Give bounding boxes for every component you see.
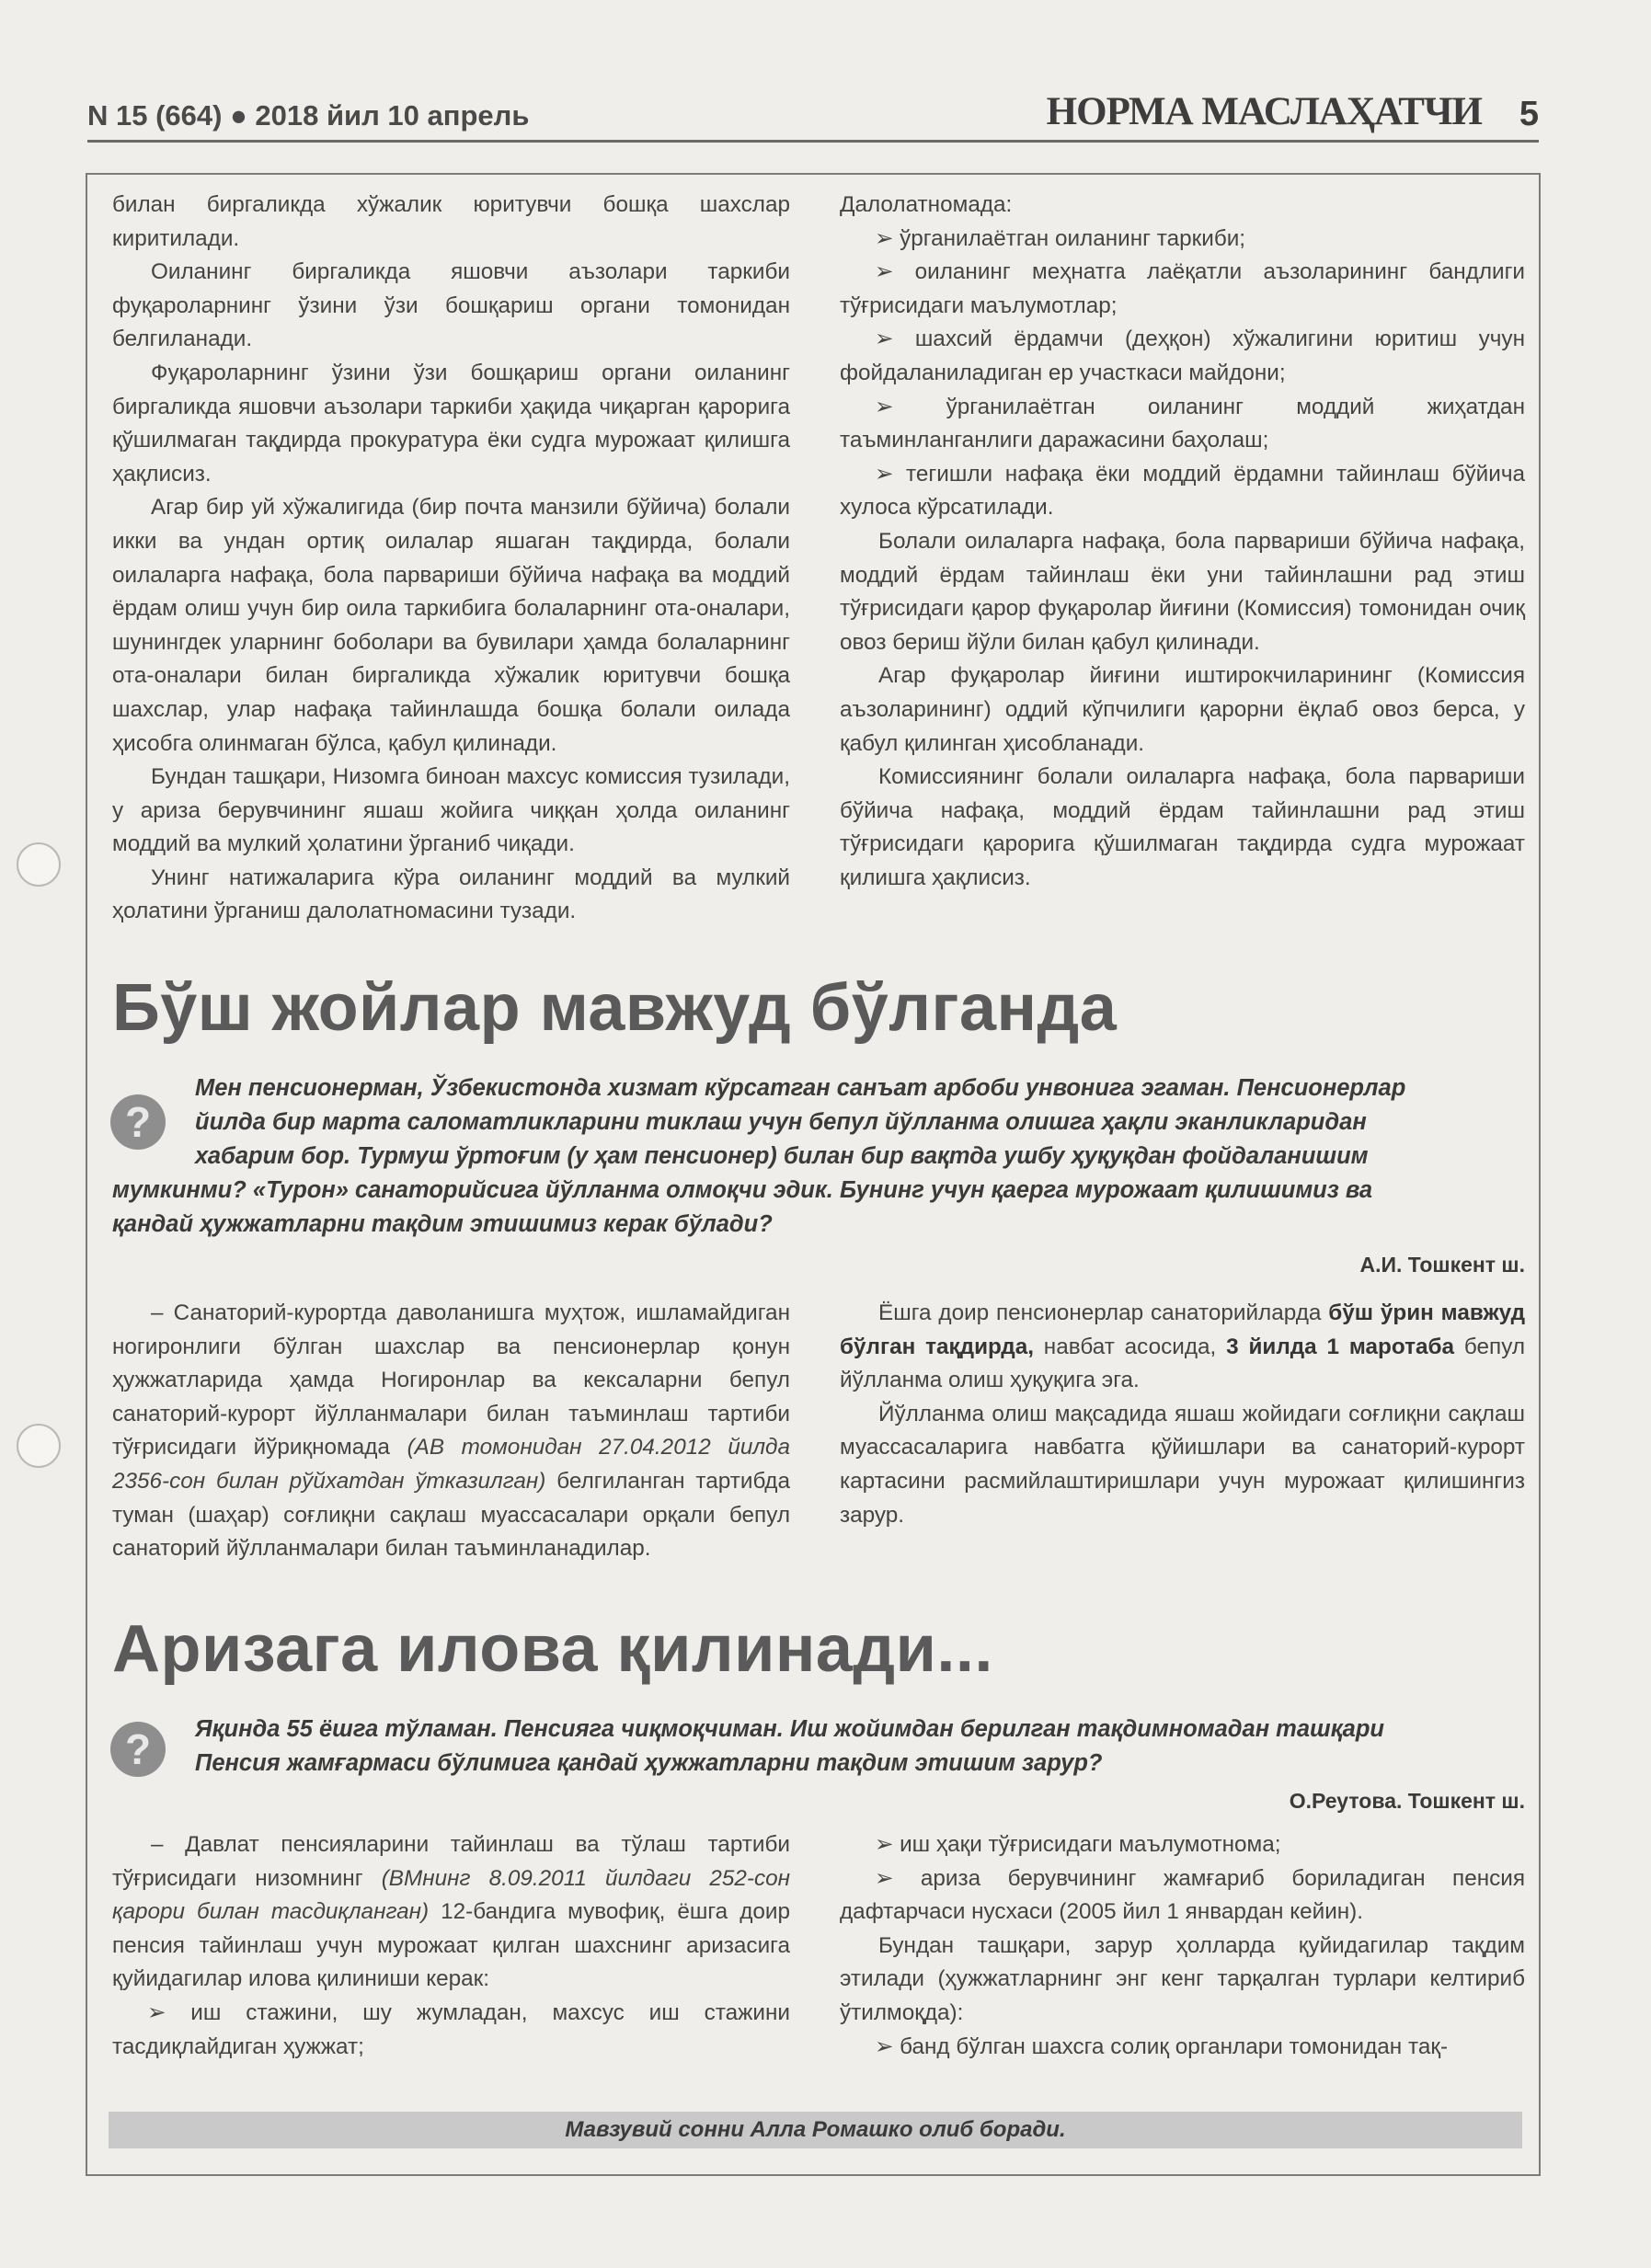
list-item: ➢ иш ҳақи тўғрисидаги маълумотнома; bbox=[875, 1832, 1281, 1857]
question-icon: ? bbox=[110, 1094, 166, 1150]
paragraph: – Давлат пенсияларини тайинлаш ва тўлаш тартиби тўғрисидаги низомнинг (ВМнинг 8.09.2011 йилдаги 252-сон қарори билан тасдиқланган) 12-бандига мувофиқ, ёшга доир пенсия тайинлаш учун мурожаат қилган шахснинг аризасига қуйидагилар илова қилиниши керак: bbox=[112, 1832, 791, 1992]
paragraph: Агар фуқаролар йиғини иштирокчиларининг (Комиссия аъзоларининг) оддий кўпчилиги қарорни ёқлаб овоз берса, у қабул қилинган ҳисобланади. bbox=[840, 663, 1525, 756]
newspaper-title: НОРМА МАСЛАҲАТЧИ bbox=[1046, 90, 1482, 133]
question-line: Мен пенсионерман, Ўзбекистонда хизмат кўрсатган санъат арбоби унвонига эгаман. Пенсионерлар bbox=[195, 1075, 1406, 1101]
paragraph: – Санаторий-курортда даволанишга муҳтож, ишламайдиган ногиронлиги бўлган шахслар ва пенсионерлар қонун ҳужжатларида ҳамда Ногиронлар ва кексаларни бепул санаторий-курорт йўлланмалари билан таъминлаш тартиби тўғрисидаги йўриқномада (АВ томонидан 27.04.2012 йилда 2356-сон билан рўйхатдан ўтказилган) белгиланган тартибда туман (шаҳар) соғлиқни сақлаш муассасалари орқали бепул санаторий йўлланмалари билан таъминланадилар. bbox=[112, 1300, 791, 1562]
question-icon: ? bbox=[110, 1722, 166, 1777]
question-line: Пенсия жамғармаси бўлимига қандай ҳужжатларни тақдим этишим зарур? bbox=[195, 1750, 1103, 1776]
paragraph: Бундан ташқари, Низомга биноан махсус комиссия тузилади, у ариза берувчининг яшаш жойига чиққан ҳолда оиланинг моддий ва мулкий ҳолатини ўрганиб чиқади. bbox=[112, 764, 790, 857]
paragraph: Болали оилаларга нафақа, бола парвариши бўйича нафақа, моддий ёрдам тайинлаш ёки уни тайинлашни рад этиш тўғрисидаги қарор фуқаролар йиғини (Комиссия) томонидан очиқ овоз бериш йўли билан қабул қилинади. bbox=[840, 528, 1525, 655]
article-2-left-column bbox=[112, 1828, 790, 2064]
list-item: ➢ банд бўлган шахсга солиқ органлари томонидан тақ- bbox=[875, 2033, 1449, 2059]
paragraph: Агар бир уй хўжалигида (бир почта манзили бўйича) болали икки ва ундан ортиқ оилалар яшаган тақдирда, болали оилаларга нафақа, бола парвариши бўйича нафақа ва моддий ёрдам олиш учун бир оила таркибига болаларнинг ота-оналари, шунингдек уларнинг боболари ва бувилари ҳамда болаларнинг ота-оналари билан биргаликда хўжалик юритувчи бошқа шахслар, улар нафақа тайинлашда бошқа болали оилада ҳисобга олинмаган бўлса, қабул қилинади. bbox=[112, 495, 790, 756]
article-2-title: Аризага илова қилинади... bbox=[112, 1612, 993, 1686]
article-2-question bbox=[195, 1712, 1529, 1781]
list-item: ➢ тегишли нафақа ёки моддий ёрдамни тайинлаш бўйича хулоса кўрсатилади. bbox=[840, 461, 1525, 521]
page-number: 5 bbox=[1519, 95, 1539, 133]
paragraph: Бундан ташқари, зарур ҳолларда қуйидагилар тақдим этилади (ҳужжатларнинг энг кенг тарқалган турлари келтириб ўтилмоқда): bbox=[840, 1932, 1525, 2025]
punch-hole-top bbox=[17, 842, 61, 887]
question-line: мумкинми? «Турон» санаторийсига йўлланма олмоқчи эдик. Бунинг учун қаерга мурожаат қилишимиз ва bbox=[112, 1177, 1373, 1203]
list-item: ➢ шахсий ёрдамчи (деҳқон) хўжалигини юритиш учун фойдаланиладиган ер участкаси майдони; bbox=[840, 326, 1525, 385]
question-line: қандай ҳужжатларни тақдим этишимиз керак бўлади? bbox=[112, 1211, 773, 1237]
page-header bbox=[87, 85, 1539, 143]
paragraph: билан биргаликда хўжалик юритувчи бошқа шахслар киритилади. bbox=[112, 192, 790, 251]
article-1-right-column bbox=[840, 1297, 1525, 1532]
paragraph: Унинг натижаларига кўра оиланинг моддий ва мулкий ҳолатини ўрганиш далолатномасини тузади. bbox=[112, 865, 790, 924]
list-item: ➢ ўрганилаётган оиланинг таркиби; bbox=[875, 225, 1246, 251]
paragraph: Ёшга доир пенсионерлар санаторийларда бўш ўрин мавжуд бўлган тақдирда, навбат асосида, 3 йилда 1 маротаба бепул йўлланма олиш ҳуқуқига эга. bbox=[840, 1300, 1526, 1393]
article-1-left-column bbox=[112, 1297, 790, 1566]
top-right-column bbox=[840, 189, 1525, 895]
paragraph: Йўлланма олиш мақсадида яшаш жойидаги соғлиқни сақлаш муассасаларига навбатга қўйишлари ва санаторий-курорт картасини расмийлаштиришлари учун мурожаат қилишингиз зарур. bbox=[840, 1401, 1525, 1528]
article-1-question bbox=[112, 1071, 1529, 1242]
question-line: хабарим бор. Турмуш ўртоғим (у ҳам пенсионер) билан бир вақтда ушбу ҳуқуқдан фойдаланишим bbox=[195, 1143, 1369, 1169]
list-item: ➢ ўрганилаётган оиланинг моддий жиҳатдан таъминланганлиги даражасини баҳолаш; bbox=[840, 394, 1525, 453]
top-left-column bbox=[112, 189, 790, 929]
editor-note-bar: Мавзувий сонни Алла Ромашко олиб боради. bbox=[109, 2112, 1522, 2148]
punch-hole-bottom bbox=[17, 1424, 61, 1468]
article-1-title: Бўш жойлар мавжуд бўлганда bbox=[112, 971, 1118, 1045]
list-item: ➢ иш стажини, шу жумладан, махсус иш стажини тасдиқлайдиган ҳужжат; bbox=[112, 1999, 790, 2059]
question-line: йилда бир марта саломатликларини тиклаш учун бепул йўлланма олишга ҳақли эканликларидан bbox=[195, 1109, 1367, 1135]
list-item: ➢ ариза берувчининг жамғариб бориладиган пенсия дафтарчаси нусхаси (2005 йил 1 январдан кейин). bbox=[840, 1865, 1525, 1925]
question-line: Яқинда 55 ёшга тўламан. Пенсияга чиқмоқчиман. Иш жойимдан берилган тақдимномадан ташқари bbox=[195, 1716, 1384, 1742]
article-2-author: О.Реутова. Тошкент ш. bbox=[1289, 1789, 1525, 1813]
paragraph: Оиланинг биргаликда яшовчи аъзолари таркиби фуқароларнинг ўзини ўзи бошқариш органи томонидан белгиланади. bbox=[112, 259, 790, 352]
issue-info: N 15 (664) ● 2018 йил 10 апрель bbox=[87, 99, 530, 132]
list-item: ➢ оиланинг меҳнатга лаёқатли аъзоларининг бандлиги тўғрисидаги маълумотлар; bbox=[840, 259, 1526, 318]
paragraph: Фуқароларнинг ўзини ўзи бошқариш органи оиланинг биргаликда яшовчи аъзолари таркиби ҳақида чиқарган қарорига қўшилмаган тақдирда прокуратура ёки судга мурожаат қилишга ҳақлисиз. bbox=[112, 360, 790, 487]
article-1-author: А.И. Тошкент ш. bbox=[1359, 1253, 1525, 1277]
paragraph: Комиссиянинг болали оилаларга нафақа, бола парвариши бўйича нафақа, моддий ёрдам тайинлашни рад этиш тўғрисидаги қарорига қўшилмаган тақдирда судга мурожаат қилишга ҳақлисиз. bbox=[840, 764, 1525, 890]
article-2-right-column bbox=[840, 1828, 1525, 2064]
paragraph: Далолатномада: bbox=[840, 192, 1013, 217]
